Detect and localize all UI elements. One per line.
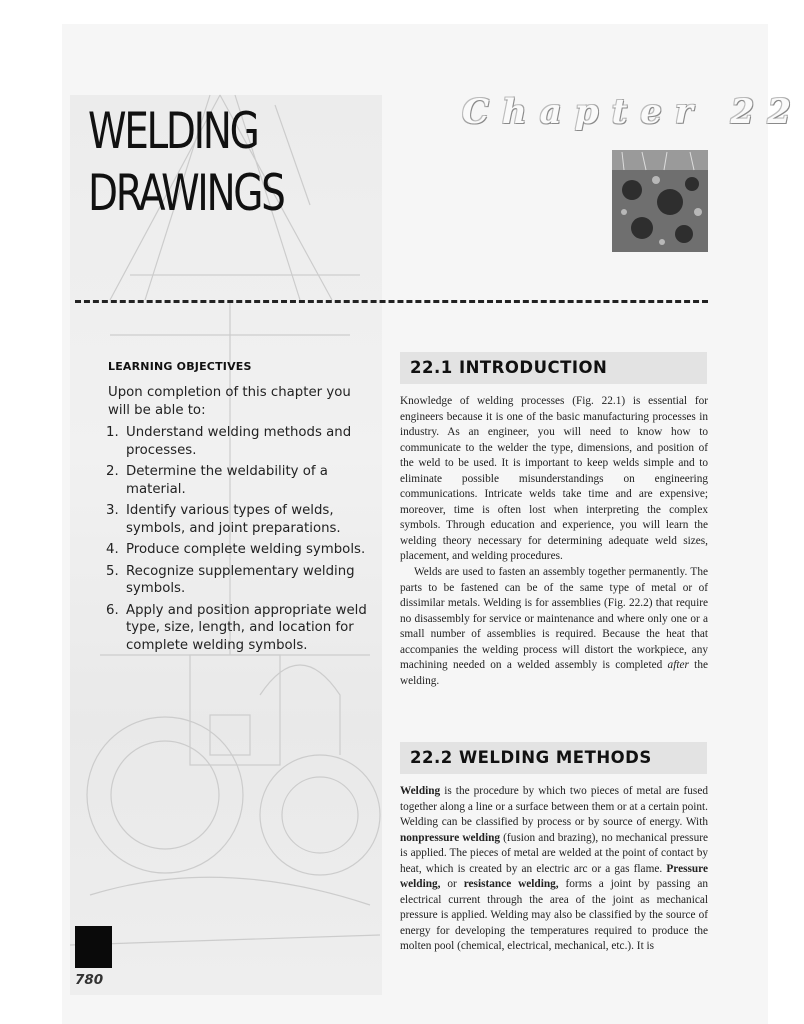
item-text: Understand welding methods and processes. <box>126 425 352 458</box>
emphasis: after <box>667 659 689 672</box>
item-text: Identify various types of welds, symbols, and joint preparations. <box>126 503 341 536</box>
list-item <box>106 502 374 537</box>
chapter-label: Chapter 22 <box>462 92 804 132</box>
text-run: is the procedure by which two pieces of metal are fused together along a line or a surface between them or at a certain point. Welding can be classified by process or by source of energy. With <box>400 785 708 829</box>
list-item <box>106 602 374 655</box>
learning-objectives-intro: Upon completion of this chapter you will be able to: <box>108 385 351 418</box>
text-run: or <box>440 878 464 891</box>
item-number: 4. <box>106 542 119 557</box>
item-number: 3. <box>106 503 119 518</box>
paragraph <box>400 784 708 955</box>
section-heading-introduction: 22.1 INTRODUCTION <box>400 352 707 384</box>
term: Welding <box>400 785 441 797</box>
paragraph <box>400 565 708 689</box>
section-heading-welding-methods: 22.2 WELDING METHODS <box>400 742 707 774</box>
list-item <box>106 424 374 459</box>
term: resistance welding, <box>463 878 559 891</box>
term: Pressure welding, <box>400 862 708 891</box>
item-text: Produce complete welding symbols. <box>126 542 366 557</box>
term: nonpressure welding <box>400 831 501 844</box>
chapter-title <box>88 100 284 224</box>
item-number: 2. <box>106 464 119 479</box>
item-text: Apply and position appropriate weld type, size, length, and location for complete welding symbols. <box>126 602 367 653</box>
title-line-1: WELDING <box>88 102 258 160</box>
page-edge-tab <box>75 926 112 968</box>
chapter-thumbnail-photo <box>612 150 708 252</box>
text-run: forms a joint by passing an electrical current through the area of the joint as mechanical pressure is applied. Welding may also be classified by the source of energy for developing the temperatures required to produce the molten pool (chemical, electrical, mechanical, etc.). It is <box>400 878 708 953</box>
welding-methods-body <box>400 784 708 955</box>
list-item <box>106 541 374 559</box>
introduction-body <box>400 394 708 689</box>
text-run: the welding. <box>400 659 708 687</box>
learning-objectives-list <box>106 424 374 658</box>
item-number: 6. <box>106 602 119 618</box>
learning-objectives-heading: LEARNING OBJECTIVES <box>108 360 252 373</box>
list-item <box>106 563 374 598</box>
item-text: Recognize supplementary welding symbols. <box>126 563 355 596</box>
list-item <box>106 463 374 498</box>
paragraph: Knowledge of welding processes (Fig. 22.1) is essential for engineers because it is one of the basic manufacturing processes in industry. As an engineer, you will need to know how to communicate to the welder the type, dimensions, and position of the weld to be used. It is important to keep welds simple and to eliminate possible misunderstandings on engineering communications. Intricate welds take time and are expensive; moreover, time is often lost when interpreting the complex symbols. Through education and experience, you will learn the welding theory necessary for determining adequate weld sizes, placement, and welding procedures. <box>400 395 708 563</box>
page-number: 780 <box>75 972 104 988</box>
item-number: 5. <box>106 563 119 579</box>
item-number: 1. <box>106 425 119 440</box>
dashed-divider <box>75 300 708 303</box>
text-run: Welds are used to fasten an assembly together permanently. The parts to be fastened can be of the same type of metal or of dissimilar metals. Welding is for assemblies (Fig. 22.2) that require no disassembly for service or maintenance and where only one or a small number of assemblies is required. Because the heat that accompanies the welding process will distort the workpiece, any machining needed on a welded assembly is completed <box>400 566 708 672</box>
item-text: Determine the weldability of a material. <box>126 464 328 497</box>
text-run: (fusion and brazing), no mechanical pressure is applied. The pieces of metal are welded at the point of contact by heat, which is created by an electric arc or a gas flame. <box>400 831 708 875</box>
title-line-2: DRAWINGS <box>88 164 284 222</box>
